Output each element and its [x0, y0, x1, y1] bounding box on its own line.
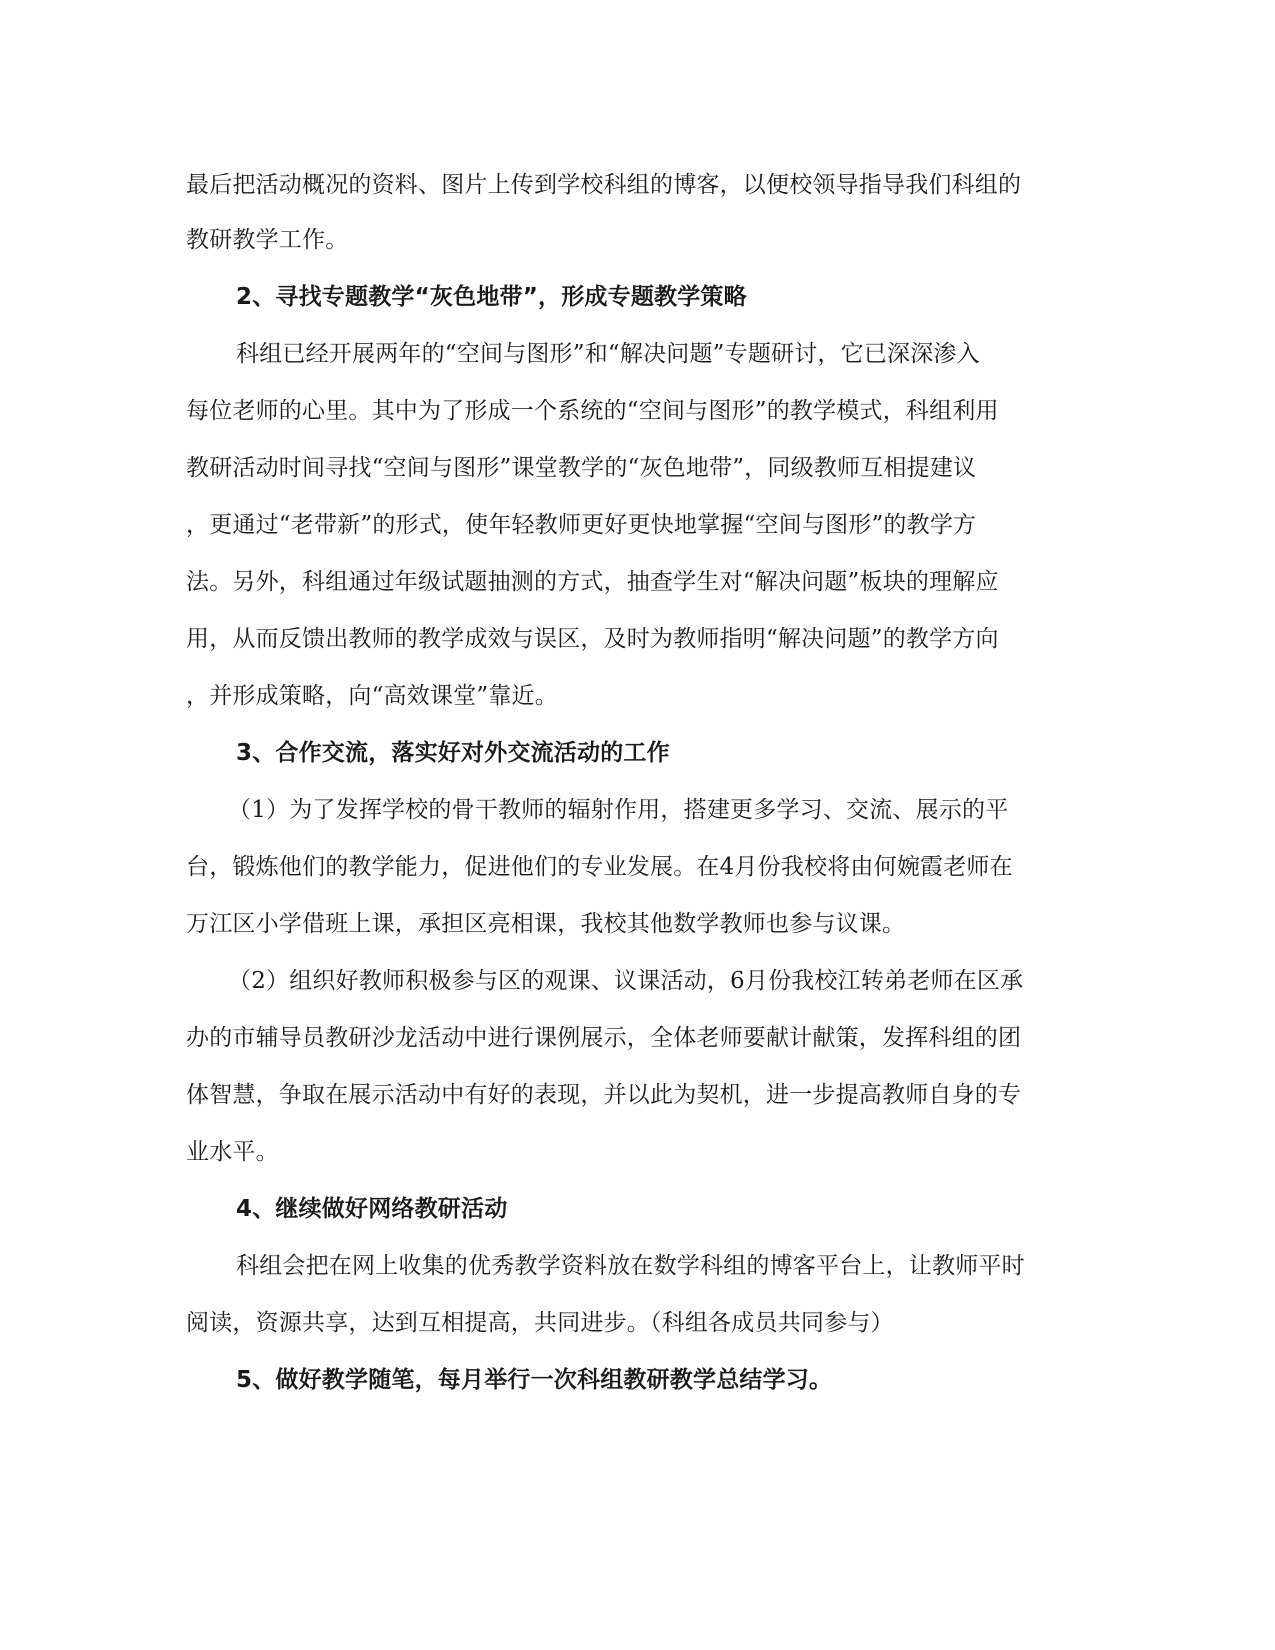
paragraph-line: 用，从而反馈出教师的教学成效与误区，及时为教师指明“解决问题”的教学方向	[186, 626, 999, 652]
paragraph-line: 阅读，资源共享，达到互相提高，共同进步。（科组各成员共同参与）	[186, 1310, 894, 1336]
paragraph-line: （1）为了发挥学校的骨干教师的辐射作用，搭建更多学习、交流、展示的平	[228, 797, 1009, 823]
paragraph-line: 办的市辅导员教研沙龙活动中进行课例展示，全体老师要献计献策，发挥科组的团	[186, 1025, 1022, 1051]
section-heading-4: 4、继续做好网络教研活动	[236, 1196, 508, 1222]
paragraph-line: 最后把活动概况的资料、图片上传到学校科组的博客，以便校领导指导我们科组的	[186, 172, 1022, 198]
paragraph-line: 科组已经开展两年的“空间与图形”和“解决问题”专题研讨，它已深深渗入	[236, 341, 980, 367]
paragraph-line: ，更通过“老带新”的形式，使年轻教师更好更快地掌握“空间与图形”的教学方	[186, 512, 977, 538]
paragraph-line: 万江区小学借班上课，承担区亮相课，我校其他数学教师也参与议课。	[186, 911, 906, 937]
section-heading-3: 3、合作交流，落实好对外交流活动的工作	[236, 740, 670, 766]
paragraph-line: 教研教学工作。	[186, 227, 349, 253]
paragraph-line: 每位老师的心里。其中为了形成一个系统的“空间与图形”的教学模式，科组利用	[186, 398, 999, 424]
section-heading-5: 5、做好教学随笔，每月举行一次科组教研教学总结学习。	[236, 1367, 833, 1393]
paragraph-line: （2）组织好教师积极参与区的观课、议课活动，6月份我校江转弟老师在区承	[228, 968, 1024, 994]
paragraph-line: ，并形成策略，向“高效课堂”靠近。	[186, 683, 558, 709]
paragraph-line: 业水平。	[186, 1139, 279, 1165]
paragraph-line: 法。另外，科组通过年级试题抽测的方式，抽查学生对“解决问题”板块的理解应	[186, 569, 999, 595]
paragraph-line: 科组会把在网上收集的优秀教学资料放在数学科组的博客平台上，让教师平时	[236, 1253, 1025, 1279]
paragraph-line: 教研活动时间寻找“空间与图形”课堂教学的“灰色地带”，同级教师互相提建议	[186, 455, 977, 481]
paragraph-line: 体智慧，争取在展示活动中有好的表现，并以此为契机，进一步提高教师自身的专	[186, 1082, 1022, 1108]
section-heading-2: 2、寻找专题教学“灰色地带”，形成专题教学策略	[236, 284, 747, 310]
paragraph-line: 台，锻炼他们的教学能力，促进他们的专业发展。在4月份我校将由何婉霞老师在	[186, 854, 1013, 880]
